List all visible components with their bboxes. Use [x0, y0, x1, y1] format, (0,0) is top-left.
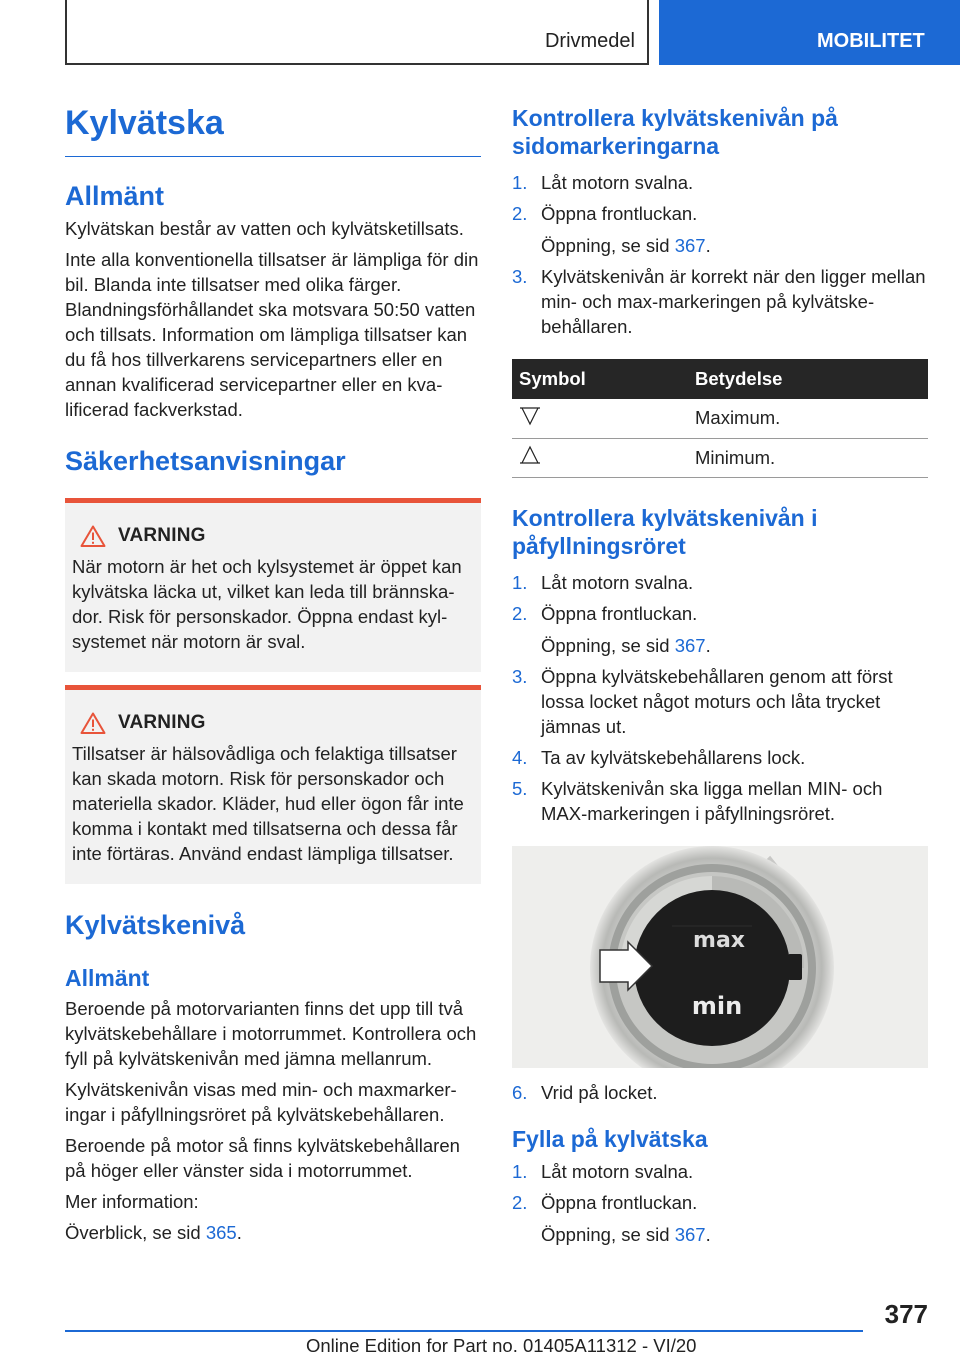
fill-tube-heading: Kontrollera kylvätskenivån i påfyllningsröret [512, 504, 818, 559]
fill-heading: Fylla på kylvätska [512, 1125, 708, 1152]
list-item: 6. Vrid på locket. [512, 1081, 658, 1103]
level-heading: Kylvätskenivå [65, 910, 246, 940]
list-item: 3. Kylvätskenivån är korrekt när den ligger mellan min- och max-markeringen på kylvätskebehållaren. [512, 266, 926, 337]
warning-box-2 [65, 685, 481, 884]
symbol-table [512, 359, 928, 478]
list-item: 1. Låt motorn svalna. [512, 1160, 694, 1182]
header-section-label: Drivmedel [544, 30, 635, 52]
min-mark-icon [519, 444, 541, 466]
page-link[interactable]: 367 [674, 1223, 706, 1245]
meaning-cell: Minimum. [695, 438, 928, 477]
warning-text: Tillsatser är hälsovådliga och felaktiga tillsatser kan skada motorn. Risk för personskador och materiella skador. Kläder, hud eller ögon får inte komma i kontakt med tillsatserna och dessa får inte förtäras. Använd endast lämpliga tillsatser. [72, 743, 464, 864]
level-allmant-heading: Allmänt [65, 965, 150, 991]
warning-label: VARNING [118, 525, 206, 546]
page-number: 377 [884, 1299, 928, 1329]
page-link[interactable]: 367 [674, 235, 706, 256]
left-column [65, 100, 481, 1245]
fill-steps-list [512, 1159, 928, 1247]
filler-neck-illustration [512, 846, 928, 1068]
list-item: 1. Låt motorn svalna. [512, 172, 694, 193]
page-title: Kylvätska [65, 100, 481, 157]
level-paragraph-5: Överblick, se sid 365. [65, 1222, 242, 1243]
level-paragraph-3: Beroende på motor så finns kylvätskebehållaren på höger eller vänster sida i motorrummet. [65, 1135, 460, 1181]
allmant-paragraph-2: Inte alla konventionella tillsatser är lämpliga för din bil. Blanda inte tillsatser med olika färger. Blandningsförhållandet ska motsvara 50:50 vatten och tillsats. Information om lämpliga tillsatser kan du få hos tillverkarens servicepartners eller en annan kvalificerad servicepartner eller en kvalificerad fackverkstad. [65, 249, 479, 420]
header-section-tab[interactable] [65, 0, 649, 65]
step6-list [512, 1080, 928, 1105]
table-row [512, 399, 928, 438]
max-label: max [693, 927, 745, 953]
safety-heading: Säkerhetsanvisningar [65, 446, 346, 476]
max-mark-icon [519, 405, 541, 427]
table-header-meaning: Betydelse [695, 359, 928, 399]
meaning-cell: Maximum. [695, 399, 928, 438]
list-item: 1. Låt motorn svalna. [512, 571, 694, 593]
allmant-heading: Allmänt [65, 181, 165, 211]
warning-text: När motorn är het och kylsystemet är öppet kan kylvätska läcka ut, vilket kan leda till brännskador. Risk för personskador. Öppna endast kylsystemet när motorn är sval. [72, 556, 462, 652]
level-paragraph-1: Beroende på motorvarianten finns det upp till två kylvätskebehållare i motorrummet. Kontrollera och fyll på kylvätskenivån med jämna mellanrum. [65, 998, 477, 1069]
list-item: 2. Öppna frontluckan. Öppning, se sid 367. [512, 1191, 711, 1245]
filler-neck-photo [512, 846, 928, 1068]
footer-edition: Online Edition for Part no. 01405A11312 - VI/20 [306, 1335, 697, 1356]
list-item: 4. Ta av kylvätskebehållarens lock. [512, 746, 806, 768]
right-column [512, 100, 928, 1253]
level-paragraph-4: Mer information: [65, 1191, 199, 1212]
table-row [512, 438, 928, 477]
footer-divider [65, 1330, 863, 1332]
page-link[interactable]: 367 [674, 634, 706, 656]
list-item: 2. Öppna frontluckan. Öppning, se sid 367. [512, 203, 711, 256]
list-item: 5. Kylvätskenivån ska ligga mellan MIN- och MAX-markeringen i påfyllningsröret. [512, 777, 883, 824]
level-paragraph-2: Kylvätskenivån visas med min- och maxmarkeringar i påfyllningsröret på kylvätskebehållaren. [65, 1079, 457, 1125]
warning-triangle-icon [80, 712, 106, 734]
allmant-paragraph-1: Kylvätskan består av vatten och kylvätsketillsats. [65, 218, 464, 239]
warning-label: VARNING [118, 712, 206, 733]
list-item: 2. Öppna frontluckan. Öppning, se sid 367. [512, 602, 711, 656]
warning-triangle-icon [80, 525, 106, 547]
header-chapter-tab[interactable] [659, 0, 960, 65]
list-item: 3. Öppna kylvätskebehållaren genom att först lossa locket något moturs och låta trycket jämnas ut. [512, 665, 893, 737]
min-label: min [691, 991, 743, 1020]
warning-box-1 [65, 498, 481, 672]
header-chapter-label: MOBILITET [817, 30, 925, 52]
table-header-symbol: Symbol [512, 359, 695, 399]
table-header-row [512, 359, 928, 399]
tube-steps-list [512, 570, 928, 826]
side-steps-list [512, 170, 928, 339]
page-link[interactable]: 365 [205, 1222, 237, 1243]
side-markings-heading: Kontrollera kylvätskenivån på sidomarkeringarna [512, 105, 838, 159]
